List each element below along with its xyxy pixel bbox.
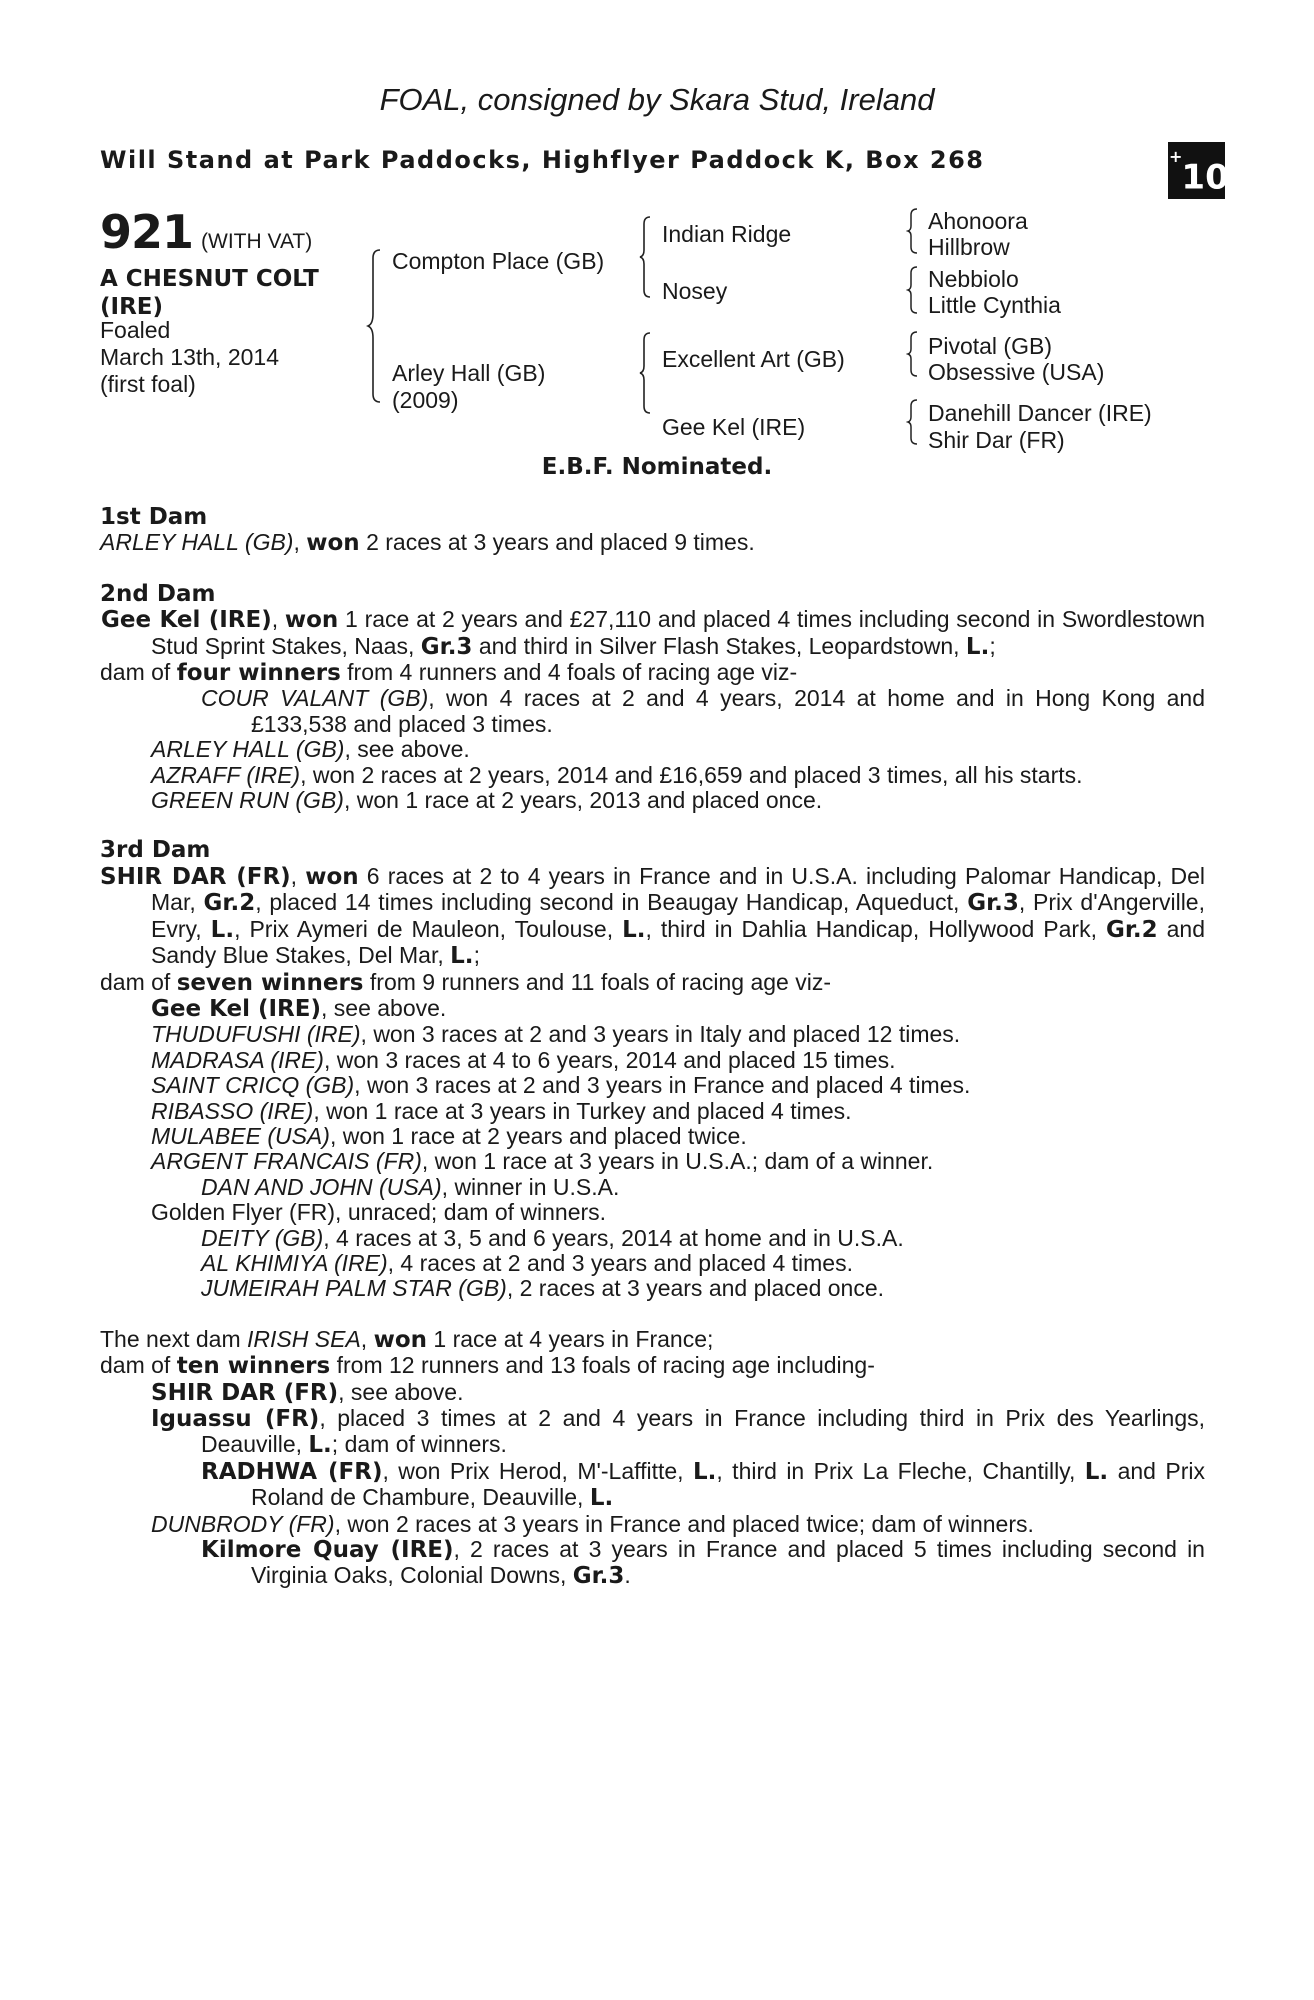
offspring-entry [100, 1406, 1205, 1459]
offspring-name: COUR VALANT (GB) [201, 685, 429, 712]
offspring-text: , won 3 races at 2 and 3 years in Italy and placed 12 times. [360, 1021, 961, 1048]
record-text: and Sandy Blue Stakes, Del Mar, [151, 915, 1206, 969]
third-dam-heading: 3rd Dam [100, 837, 211, 864]
first-dam-section [100, 505, 1205, 557]
description-line-2: (IRE) [100, 294, 164, 320]
pedigree-brace-ss [906, 206, 922, 256]
offspring-text: , won 1 race at 2 years, 2013 and placed once. [343, 787, 823, 814]
listed-label: L. [965, 633, 990, 660]
lot-badge [1168, 142, 1229, 199]
grand-offspring-entry [100, 1459, 1205, 1512]
offspring-text: , won 3 races at 4 to 6 years, 2014 and placed 15 times. [323, 1046, 896, 1073]
pedigree-sire-dam: Nosey [662, 278, 728, 304]
second-dam-heading: 2nd Dam [100, 580, 216, 607]
grand-offspring-entry [100, 1537, 1205, 1590]
offspring-text: , won 2 races at 3 years in France and placed twice; dam of winners. [334, 1510, 1034, 1537]
badge-plus: + [1169, 147, 1183, 166]
offspring-name: MULABEE (USA) [151, 1122, 330, 1149]
grade-label: Gr.2 [203, 890, 256, 917]
ebf-nominated: E.B.F. Nominated. [541, 454, 773, 480]
offspring-name: SAINT CRICQ (GB) [151, 1072, 355, 1099]
pedigree-dam-year: (2009) [392, 387, 459, 413]
offspring-name: MADRASA (IRE) [151, 1046, 324, 1073]
third-dam-produce-summary [100, 970, 1205, 996]
offspring-text: , 2 races at 3 years in France and placed 5 times including second in Virginia Oaks, Colonial Downs, [251, 1536, 1205, 1589]
offspring-entry: Golden Flyer (FR), unraced; dam of winners. [151, 1199, 607, 1226]
foaled-label: Foaled [100, 317, 171, 343]
offspring-name: Gee Kel (IRE) [151, 995, 321, 1022]
summary-text: dam of [100, 968, 177, 995]
offspring-text: , won 1 race at 3 years in Turkey and placed 4 times. [313, 1097, 852, 1124]
winners-count: ten winners [176, 1353, 331, 1380]
offspring-entry [100, 1124, 1205, 1149]
offspring-entry [100, 1149, 1205, 1174]
offspring-name: DAN AND JOHN (USA) [201, 1173, 442, 1200]
offspring-name: THUDUFUSHI (IRE) [151, 1021, 361, 1048]
dam-name: SHIR DAR (FR) [100, 863, 291, 890]
listed-label: L. [622, 916, 646, 943]
grand-offspring-entry [100, 1251, 1205, 1276]
offspring-text: , see above. [321, 994, 447, 1021]
record-text: , placed 14 times including second in Beaugay Handicap, Aqueduct, [255, 889, 968, 916]
winners-count: seven winners [176, 969, 364, 996]
grand-offspring-entry [100, 1276, 1205, 1301]
offspring-entry [100, 763, 1205, 788]
offspring-text: , see above. [344, 736, 470, 763]
summary-text: dam of [100, 1352, 177, 1379]
offspring-text: , won 1 race at 2 years and placed twice. [329, 1122, 747, 1149]
summary-text: dam of [100, 659, 177, 686]
offspring-entry [100, 737, 1205, 762]
offspring-entry [100, 996, 1205, 1022]
pedigree-dds: Danehill Dancer (IRE) [928, 400, 1152, 426]
offspring-name: DEITY (GB) [201, 1224, 324, 1251]
lot-number-block [100, 205, 312, 259]
offspring-entry [100, 1099, 1205, 1124]
offspring-entry [100, 1022, 1205, 1047]
pedigree-brace-dam [638, 330, 656, 416]
offspring-name: RIBASSO (IRE) [151, 1097, 314, 1124]
pedigree-brace-dd [906, 397, 922, 447]
next-dam-section [100, 1327, 1205, 1590]
pedigree-ddd: Shir Dar (FR) [928, 427, 1065, 453]
vat-note: (WITH VAT) [201, 230, 313, 253]
offspring-name: DUNBRODY (FR) [151, 1510, 335, 1537]
offspring-text: , 2 races at 3 years and placed once. [506, 1275, 885, 1302]
third-dam-section [100, 838, 1205, 1301]
foaled-date: March 13th, 2014 [100, 344, 280, 370]
won-label: won [305, 863, 359, 890]
offspring-name: JUMEIRAH PALM STAR (GB) [201, 1275, 507, 1302]
dam-name: ARLEY HALL (GB) [100, 529, 294, 556]
listed-label: L. [450, 943, 474, 970]
pedigree-dam-dam: Gee Kel (IRE) [662, 414, 806, 440]
pedigree-dam [392, 360, 545, 414]
offspring-text: , won 4 races at 2 and 4 years, 2014 at home and in Hong Kong and £133,538 and placed 3 times. [251, 685, 1205, 737]
pedigree-sds: Nebbiolo [928, 266, 1019, 292]
record-text: 1 race at 2 years and £27,110 and placed 4 times including second in Swordlestown Stud Sprint Stakes, Naas, [151, 606, 1205, 659]
offspring-text: , 4 races at 2 and 3 years and placed 4 times. [387, 1249, 853, 1276]
listed-label: L. [210, 916, 235, 943]
won-label: won [306, 530, 360, 557]
pedigree-brace-main [366, 246, 386, 406]
grade-label: Gr.2 [1105, 916, 1158, 943]
pedigree-dam-name: Arley Hall (GB) [392, 360, 546, 386]
grade-label: Gr.3 [572, 1563, 625, 1590]
pedigree-sss: Ahonoora [928, 208, 1028, 234]
won-label: won [373, 1326, 428, 1353]
lot-number: 921 [100, 205, 194, 259]
third-dam-record: SHIR DAR (FR), won 6 races at 2 to 4 years in France and in U.S.A. including Palomar Handicap, Del Mar, Gr.2, placed 14 times including second in Beaugay Handicap, Aqueduct, Gr.3, Prix d'Angerville, Evry, L., Prix Aymeri de Mauleon, Toulouse, L., third in Dahlia Handicap, Hollywood Park, Gr.2 and Sandy Blue Stakes, Del Mar, L.; [100, 862, 1206, 970]
grand-offspring-entry [100, 1175, 1205, 1200]
offspring-name: Iguassu (FR) [151, 1406, 320, 1432]
record-text: , Prix d'Angerville, Evry, [151, 889, 1205, 942]
pedigree-ssd: Hillbrow [928, 234, 1010, 260]
consignment-line: FOAL, consigned by Skara Stud, Ireland [379, 82, 935, 117]
offspring-text: , won 2 races at 2 years, 2014 and £16,659 and placed 3 times, all his starts. [300, 761, 1083, 788]
offspring-entry [100, 1073, 1205, 1098]
record-text: ; [473, 942, 480, 969]
offspring-text: , won Prix Herod, M'-Laffitte, [382, 1457, 693, 1484]
offspring-name: Kilmore Quay (IRE) [201, 1537, 454, 1564]
listed-label: L. [692, 1458, 717, 1485]
offspring-entry [100, 1512, 1205, 1537]
description-line-1: A CHESNUT COLT [100, 266, 319, 292]
record-text: 1 race at 4 years in France; [427, 1325, 714, 1352]
summary-text: from 4 runners and 4 foals of racing age viz- [340, 659, 798, 686]
offspring-entry [100, 686, 1205, 737]
offspring-text: , won 3 races at 2 and 3 years in France and placed 4 times. [354, 1072, 971, 1099]
record-text: 2 races at 3 years and placed 9 times. [359, 529, 755, 556]
offspring-name: GREEN RUN (GB) [151, 787, 344, 814]
pedigree-dam-sire: Excellent Art (GB) [662, 346, 845, 372]
offspring-name: ARLEY HALL (GB) [151, 736, 345, 763]
foaled-info [100, 317, 279, 398]
offspring-text: , third in Prix La Fleche, Chantilly, [716, 1457, 1085, 1484]
summary-text: from 9 runners and 11 foals of racing age viz- [363, 968, 831, 995]
offspring-text: and Prix Roland de Chambure, Deauville, [251, 1457, 1205, 1511]
grand-offspring-entry [100, 1226, 1205, 1251]
offspring-name: AL KHIMIYA (IRE) [201, 1249, 388, 1276]
first-dam-record: ARLEY HALL (GB), won 2 races at 3 years and placed 9 times. [100, 529, 755, 557]
offspring-name: ARGENT FRANCAIS (FR) [151, 1148, 422, 1175]
pedigree-sire-sire: Indian Ridge [662, 221, 792, 247]
offspring-text: ; dam of winners. [331, 1431, 507, 1458]
offspring-text: , placed 3 times at 2 and 4 years in France including third in Prix des Yearlings, Deauville, [201, 1405, 1206, 1458]
second-dam-produce-summary [100, 660, 1205, 686]
offspring-entry [100, 1048, 1205, 1073]
record-text: , Prix Aymeri de Mauleon, Toulouse, [234, 915, 623, 942]
summary-text: from 12 runners and 13 foals of racing age including- [330, 1352, 875, 1379]
dam-name: Gee Kel (IRE) [101, 607, 272, 634]
dam-name: IRISH SEA [247, 1325, 361, 1352]
offspring-entry [100, 1380, 1205, 1406]
offspring-text: , won 1 race at 3 years in U.S.A.; dam of a winner. [421, 1148, 934, 1175]
offspring-entry [100, 788, 1205, 813]
offspring-name: SHIR DAR (FR) [151, 1379, 339, 1406]
next-dam-record: The next dam IRISH SEA, won 1 race at 4 years in France; [100, 1325, 714, 1353]
winners-count: four winners [176, 660, 341, 687]
pedigree-brace-sd [906, 264, 922, 316]
next-dam-produce-summary [100, 1353, 1205, 1379]
second-dam-record: Gee Kel (IRE), won 1 race at 2 years and £27,110 and placed 4 times including second in Swordlestown Stud Sprint Stakes, Naas, Gr.3 and third in Silver Flash Stakes, Leopardstown, L.; [101, 606, 1205, 660]
won-label: won [284, 607, 339, 634]
pedigree-dsd: Obsessive (USA) [928, 359, 1105, 385]
pedigree-brace-sire [638, 214, 656, 300]
grade-label: Gr.3 [420, 633, 473, 660]
pedigree-brace-ds [906, 329, 922, 379]
location-line: Will Stand at Park Paddocks, Highflyer Paddock K, Box 268 [100, 146, 985, 174]
grade-label: Gr.3 [967, 890, 1019, 917]
offspring-text: , see above. [338, 1378, 464, 1405]
listed-label: L. [1084, 1458, 1109, 1485]
listed-label: L. [589, 1485, 614, 1512]
record-text: , third in Dahlia Handicap, Hollywood Park, [645, 915, 1106, 942]
record-text: The next dam [100, 1325, 248, 1352]
offspring-text: , 4 races at 3, 5 and 6 years, 2014 at home and in U.S.A. [323, 1224, 904, 1251]
foaled-note: (first foal) [100, 371, 196, 397]
record-text: 6 races at 2 to 4 years in France and in U.S.A. including Palomar Handicap, Del Mar, [151, 862, 1205, 916]
lot-description [100, 265, 360, 321]
record-text: ; [989, 632, 996, 659]
offspring-text: . [624, 1562, 631, 1589]
offspring-name: AZRAFF (IRE) [151, 761, 301, 788]
pedigree-sdd: Little Cynthia [928, 292, 1061, 318]
record-text: and third in Silver Flash Stakes, Leopardstown, [472, 632, 966, 659]
badge-number: 10 [1181, 157, 1229, 198]
pedigree-dss: Pivotal (GB) [928, 333, 1052, 359]
offspring-name: RADHWA (FR) [201, 1458, 383, 1485]
offspring-text: , winner in U.S.A. [441, 1173, 620, 1200]
produce-record [100, 505, 1205, 1590]
first-dam-heading: 1st Dam [100, 504, 208, 530]
second-dam-section [100, 582, 1205, 814]
listed-label: L. [308, 1432, 332, 1459]
pedigree-sire: Compton Place (GB) [392, 248, 605, 274]
